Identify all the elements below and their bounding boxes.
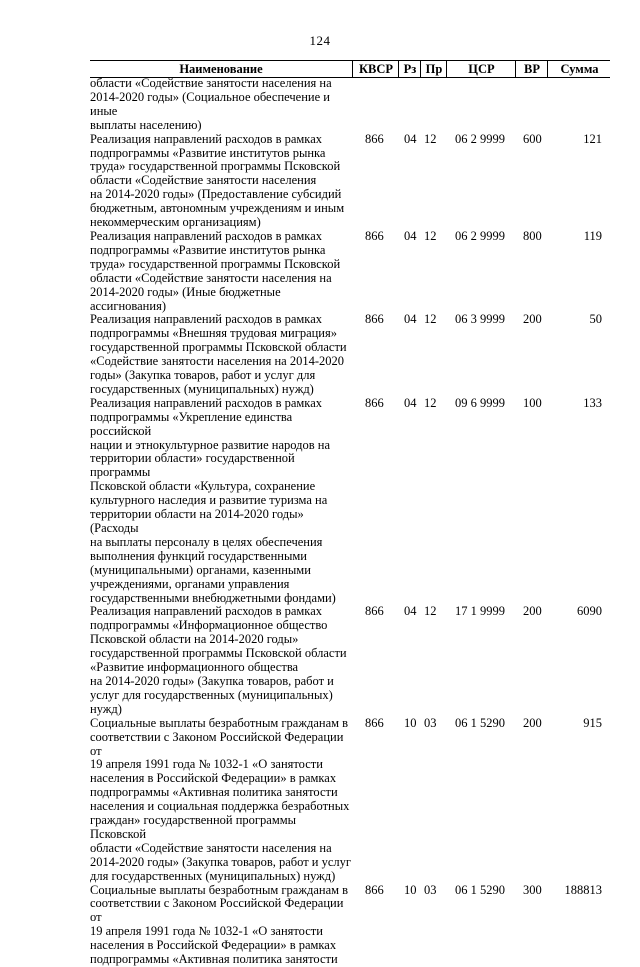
header-csr: ЦСР [446, 61, 516, 77]
row-name: Реализация направлений расходов в рамках подпрограммы «Внешняя трудовая миграция» государственной программы Псковской области «Содействие занятости населения на 2014-2020 годы» (Закупка товаров, работ и услуг для государственных (муниципальных) нужд) [90, 312, 347, 396]
row-csr: 09 6 9999 [455, 395, 505, 410]
table-row [90, 133, 610, 230]
row-sum: 133 [583, 395, 602, 410]
row-rz: 10 [404, 882, 417, 897]
row-rz: 04 [404, 395, 417, 410]
row-sum: 50 [589, 312, 602, 327]
row-sum: 915 [583, 715, 602, 730]
row-pr: 12 [424, 312, 437, 327]
table-row [90, 884, 610, 967]
row-sum: 121 [583, 131, 602, 146]
row-kvsr: 866 [365, 395, 384, 410]
row-name: Социальные выплаты безработным гражданам в соответствии с Законом Российской Федерации от 19 апреля 1991 года № 1032-1 «О занятости населения в Российской Федерации» в рамках подпрограммы «Активная политика занятости [90, 882, 349, 967]
row-csr: 06 1 5290 [455, 715, 505, 730]
header-name: Наименование [179, 62, 263, 76]
row-vr: 200 [523, 312, 542, 327]
header-kvsr: КВСР [352, 61, 399, 77]
row-name: области «Содействие занятости населения на 2014-2020 годы» (Социальное обеспечение и иные выплаты населению) [90, 76, 332, 132]
row-rz: 04 [404, 312, 417, 327]
header-pr: Пр [420, 61, 447, 77]
row-name: Реализация направлений расходов в рамках подпрограммы «Информационное общество Псковской области на 2014-2020 годы» государственной программы Псковской области «Развитие информационного общества на 2014-2020 годы» (Закупка товаров, работ и услуг для государственных (муниципальных) нужд) [90, 604, 347, 716]
row-name: Реализация направлений расходов в рамках подпрограммы «Укрепление единства российской нации и этнокультурное развитие народов на территории области» государственной программы Псковской области «Культура, сохранение культурного наследия и развитие туризма на территории области на 2014-2020 годы» (Расходы на выплаты персоналу в целях обеспечения выполнения функций государственными (муниципальными) органами, казенными учреждениями, органами управления государственными внебюджетными фондами) [90, 395, 336, 605]
row-pr: 12 [424, 131, 437, 146]
row-name: Реализация направлений расходов в рамках подпрограммы «Развитие институтов рынка труда» государственной программы Псковской области «Содействие занятости населения на 2014-2020 годы» (Иные бюджетные ассигнования) [90, 228, 341, 313]
row-sum: 119 [583, 228, 602, 243]
table-row [90, 313, 610, 396]
table-row [90, 77, 610, 133]
row-pr: 12 [424, 395, 437, 410]
row-rz: 04 [404, 604, 417, 619]
row-vr: 300 [523, 882, 542, 897]
header-sum: Сумма [547, 61, 611, 77]
row-vr: 600 [523, 131, 542, 146]
row-pr: 12 [424, 228, 437, 243]
row-kvsr: 866 [365, 312, 384, 327]
row-kvsr: 866 [365, 604, 384, 619]
row-sum: 188813 [564, 882, 602, 897]
budget-table [90, 77, 610, 967]
table-row [90, 605, 610, 716]
row-kvsr: 866 [365, 131, 384, 146]
row-name: Социальные выплаты безработным гражданам в соответствии с Законом Российской Федерации от 19 апреля 1991 года № 1032-1 «О занятости населения в Российской Федерации» в рамках подпрограммы «Активная политика занятости населения и социальная поддержка безработных граждан» государственной программы Псковской области «Содействие занятости населения на 2014-2020 годы» (Закупка товаров, работ и услуг для государственных (муниципальных) нужд) [90, 715, 352, 883]
row-kvsr: 866 [365, 715, 384, 730]
row-rz: 04 [404, 131, 417, 146]
row-csr: 06 3 9999 [455, 312, 505, 327]
header-rz: Рз [398, 61, 421, 77]
row-vr: 200 [523, 604, 542, 619]
page-number: 124 [309, 33, 331, 48]
row-rz: 10 [404, 715, 417, 730]
row-vr: 200 [523, 715, 542, 730]
table-row [90, 230, 610, 313]
row-csr: 06 1 5290 [455, 882, 505, 897]
table-row [90, 717, 610, 884]
row-rz: 04 [404, 228, 417, 243]
row-csr: 06 2 9999 [455, 228, 505, 243]
row-kvsr: 866 [365, 228, 384, 243]
row-vr: 100 [523, 395, 542, 410]
row-csr: 17 1 9999 [455, 604, 505, 619]
row-vr: 800 [523, 228, 542, 243]
row-pr: 12 [424, 604, 437, 619]
row-pr: 03 [424, 882, 437, 897]
header-vr: ВР [515, 61, 548, 77]
row-pr: 03 [424, 715, 437, 730]
table-row [90, 397, 610, 606]
row-csr: 06 2 9999 [455, 131, 505, 146]
row-sum: 6090 [577, 604, 602, 619]
row-kvsr: 866 [365, 882, 384, 897]
row-name: Реализация направлений расходов в рамках подпрограммы «Развитие институтов рынка труда» государственной программы Псковской области «Содействие занятости населения на 2014-2020 годы» (Предоставление субсидий бюджетным, автономным учреждениям и иным некоммерческим организациям) [90, 131, 345, 230]
